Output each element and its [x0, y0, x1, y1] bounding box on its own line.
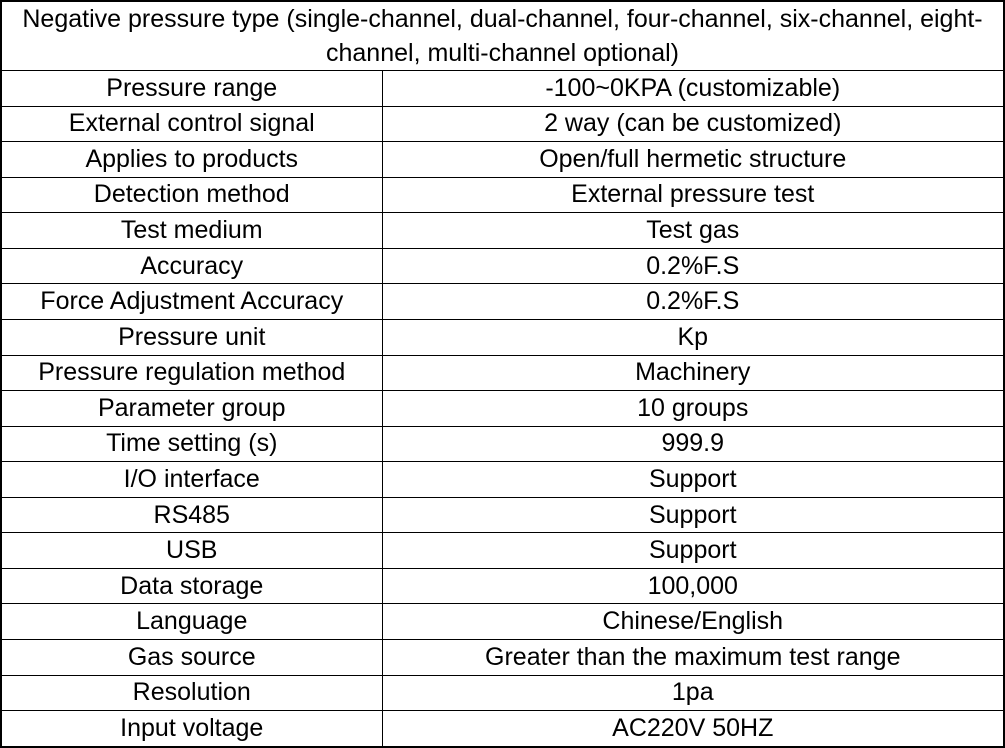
spec-value-cell: External pressure test	[382, 177, 1004, 213]
table-row	[1, 711, 1004, 747]
table-row	[1, 391, 1004, 427]
spec-label-cell: Pressure regulation method	[1, 355, 382, 391]
spec-label-cell: Accuracy	[1, 248, 382, 284]
spec-value-cell: -100~0KPA (customizable)	[382, 71, 1004, 107]
table-row	[1, 640, 1004, 676]
table-header-row	[1, 1, 1004, 71]
spec-label-cell: Resolution	[1, 675, 382, 711]
spec-label-cell: External control signal	[1, 106, 382, 142]
spec-value-cell: Machinery	[382, 355, 1004, 391]
spec-value-cell: Support	[382, 497, 1004, 533]
spec-label-cell: Applies to products	[1, 142, 382, 178]
spec-label-cell: Data storage	[1, 568, 382, 604]
table-row	[1, 319, 1004, 355]
spec-value-cell: Test gas	[382, 213, 1004, 249]
spec-value-cell: Kp	[382, 319, 1004, 355]
spec-table-body	[1, 1, 1004, 747]
spec-value-cell: Support	[382, 462, 1004, 498]
spec-value-cell: 10 groups	[382, 391, 1004, 427]
spec-value-cell: 999.9	[382, 426, 1004, 462]
spec-value-cell: Open/full hermetic structure	[382, 142, 1004, 178]
table-row	[1, 355, 1004, 391]
table-row	[1, 248, 1004, 284]
table-row	[1, 177, 1004, 213]
table-row	[1, 568, 1004, 604]
spec-value-cell: Greater than the maximum test range	[382, 640, 1004, 676]
spec-value-cell: 1pa	[382, 675, 1004, 711]
spec-label-cell: Gas source	[1, 640, 382, 676]
table-header: Negative pressure type (single-channel, dual-channel, four-channel, six-channel, eight-channel, multi-channel optional)	[1, 1, 1004, 71]
table-row	[1, 533, 1004, 569]
spec-label-cell: Input voltage	[1, 711, 382, 747]
spec-value-cell: AC220V 50HZ	[382, 711, 1004, 747]
table-row	[1, 675, 1004, 711]
table-row	[1, 497, 1004, 533]
spec-label-cell: RS485	[1, 497, 382, 533]
spec-label-cell: Pressure range	[1, 71, 382, 107]
table-row	[1, 213, 1004, 249]
spec-value-cell: Support	[382, 533, 1004, 569]
spec-label-cell: USB	[1, 533, 382, 569]
table-row	[1, 142, 1004, 178]
table-row	[1, 604, 1004, 640]
table-row	[1, 426, 1004, 462]
spec-value-cell: Chinese/English	[382, 604, 1004, 640]
spec-value-cell: 0.2%F.S	[382, 248, 1004, 284]
spec-label-cell: Parameter group	[1, 391, 382, 427]
spec-label-cell: Detection method	[1, 177, 382, 213]
spec-value-cell: 2 way (can be customized)	[382, 106, 1004, 142]
spec-label-cell: Force Adjustment Accuracy	[1, 284, 382, 320]
spec-label-cell: Test medium	[1, 213, 382, 249]
spec-label-cell: I/O interface	[1, 462, 382, 498]
spec-label-cell: Language	[1, 604, 382, 640]
spec-value-cell: 100,000	[382, 568, 1004, 604]
spec-label-cell: Pressure unit	[1, 319, 382, 355]
table-row	[1, 462, 1004, 498]
table-row	[1, 284, 1004, 320]
spec-label-cell: Time setting (s)	[1, 426, 382, 462]
table-row	[1, 106, 1004, 142]
spec-value-cell: 0.2%F.S	[382, 284, 1004, 320]
table-row	[1, 71, 1004, 107]
